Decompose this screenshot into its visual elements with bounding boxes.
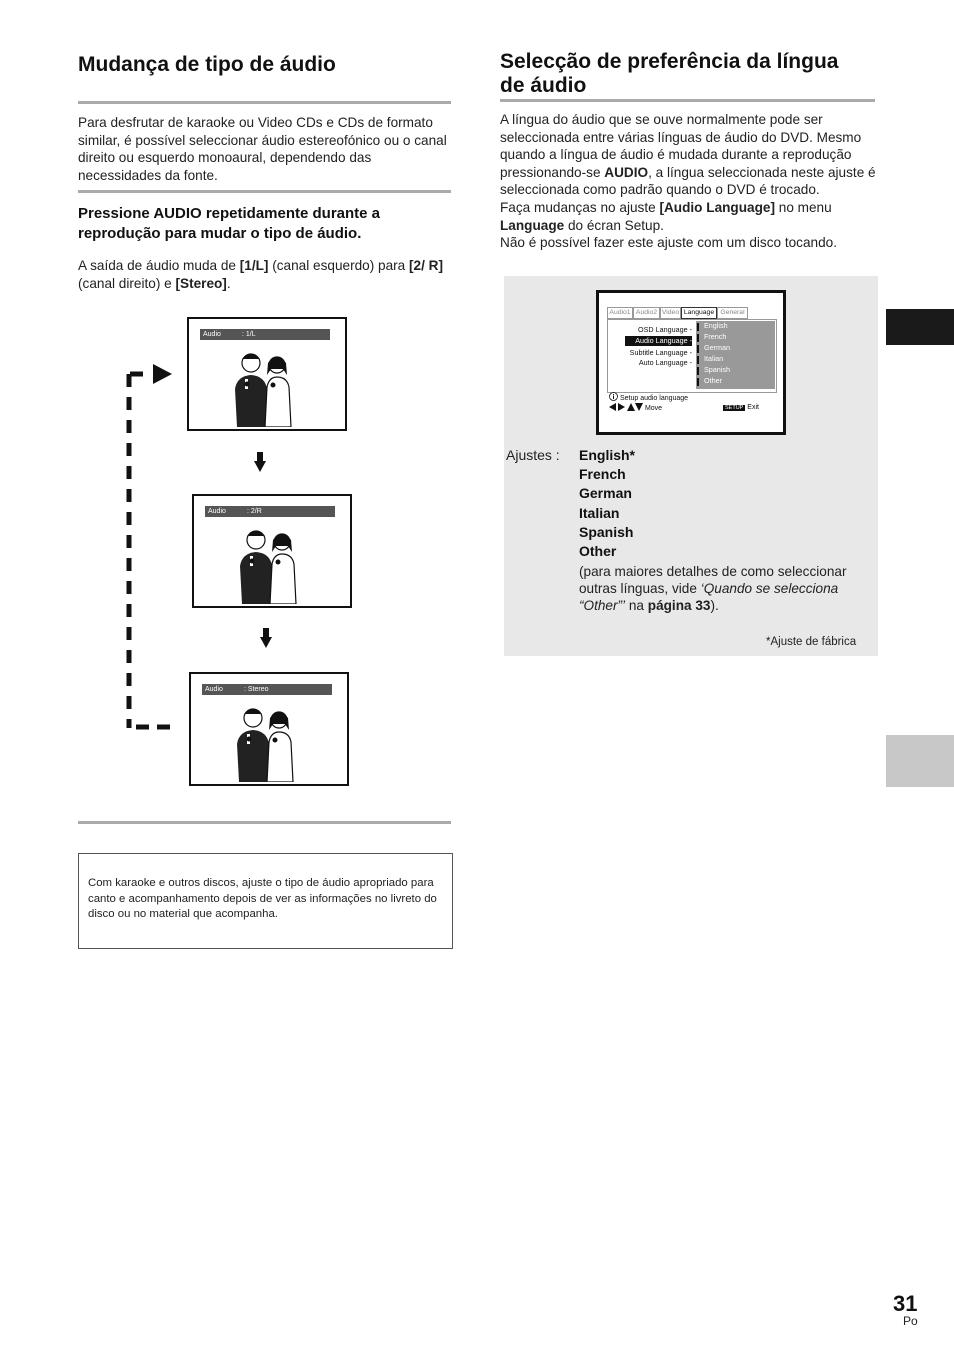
tab-language: Language xyxy=(681,307,717,319)
left-bottom-rule xyxy=(78,821,451,824)
right-para-text-1: A língua do áudio que se ouve normalmente pode ser seleccionada entre várias línguas de áudio do DVD. Mesmo quando a língua de áudio é mudada durante a reprodução pressionando-se xyxy=(500,112,862,180)
page-language-code: Po xyxy=(903,1314,918,1328)
setting-english: English* xyxy=(579,447,636,463)
setting-french: French xyxy=(579,466,626,483)
option-marker xyxy=(697,356,699,364)
output-text-1: A saída de áudio muda de xyxy=(78,258,240,273)
menu-body xyxy=(607,319,777,393)
output-text-2: (canal esquerdo) para xyxy=(268,258,410,273)
settings-options xyxy=(579,446,635,561)
setting-other: Other xyxy=(579,543,617,560)
menu-footer-move-text: Move xyxy=(644,405,663,412)
right-para-audio: AUDIO xyxy=(604,164,649,180)
page-number: 31 xyxy=(893,1291,918,1316)
option-marker xyxy=(697,334,699,342)
output-left-channel: [1/L] xyxy=(239,258,269,273)
option-marker xyxy=(697,378,699,386)
left-title-rule xyxy=(78,101,451,104)
right-title-line2: de áudio xyxy=(500,74,587,97)
osd-bar xyxy=(200,329,330,340)
right-para-text-5: do écran Setup. xyxy=(564,217,664,233)
tab-audio1: Audio1 xyxy=(607,307,633,319)
osd-bar xyxy=(202,684,332,695)
output-text-4: . xyxy=(226,275,231,291)
menu-option-spanish: Spanish xyxy=(704,365,730,374)
output-right-channel: [2/ R] xyxy=(409,258,443,273)
setup-key-icon: SETUP xyxy=(725,405,744,411)
left-intro-rule xyxy=(78,190,451,193)
osd-label: Audio xyxy=(203,331,221,338)
setnote-text-3: ). xyxy=(710,598,719,613)
menu-footer-move xyxy=(609,403,662,414)
left-section-title: Mudança de tipo de áudio xyxy=(78,53,336,76)
tab-audio2: Audio2 xyxy=(633,307,660,319)
menu-option-english: English xyxy=(704,321,728,330)
arrow-keys-icon xyxy=(609,403,643,411)
menu-option-german: German xyxy=(704,343,730,352)
menu-option-italian: Italian xyxy=(704,354,724,363)
menu-footer-hint-text: Setup audio language xyxy=(619,395,689,402)
right-title-line1: Selecção de preferência da língua xyxy=(500,50,839,73)
right-section-title xyxy=(500,50,880,98)
setnote-text-2: na xyxy=(625,598,648,613)
section-tab-dark xyxy=(886,309,954,345)
setting-spanish: Spanish xyxy=(579,523,634,540)
osd-value: : 2/R xyxy=(247,508,262,515)
note-text: Com karaoke e outros discos, ajuste o tipo de áudio apropriado para canto e acompanhamento depois de ver as informações no livreto do disco ou no material que acompanha. xyxy=(88,877,437,920)
tab-general: General xyxy=(717,307,748,319)
setnote-text-1: (para maiores detalhes de como seleccionar outras línguas, vide xyxy=(579,564,847,596)
osd-label: Audio xyxy=(205,686,223,693)
note-box xyxy=(78,853,453,949)
setnote-reference: ‘Quando se selecciona “Other”’ xyxy=(579,581,839,613)
option-marker xyxy=(697,367,699,375)
audio-screen-2r xyxy=(192,494,352,608)
left-instruction: Pressione AUDIO repetidamente durante a reprodução para mudar o tipo de áudio. xyxy=(78,205,381,242)
right-para-text-6: Não é possível fazer este ajuste com um disco tocando. xyxy=(500,235,837,251)
setnote-page-ref: página 33 xyxy=(647,598,711,613)
menu-footer-exit-text: Exit xyxy=(747,404,759,411)
menu-option-other: Other xyxy=(704,376,722,385)
menu-row-osd-language: OSD Language - xyxy=(638,325,692,334)
karaoke-singers-icon xyxy=(234,526,304,604)
audio-screen-1l xyxy=(187,317,347,431)
option-marker xyxy=(697,345,699,353)
menu-row-audio-language: Audio Language - xyxy=(625,336,692,346)
menu-row-auto-language: Auto Language - xyxy=(638,358,692,367)
right-para-audio-language: [Audio Language] xyxy=(659,199,775,215)
osd-label: Audio xyxy=(208,508,226,515)
right-para-language: Language xyxy=(500,217,565,233)
karaoke-singers-icon xyxy=(229,349,299,427)
setup-menu-screen xyxy=(596,290,786,435)
arrow-down-icon xyxy=(260,628,272,648)
settings-label: Ajustes : xyxy=(506,447,560,463)
menu-option-french: French xyxy=(704,332,727,341)
right-intro-text xyxy=(500,111,878,252)
right-para-text-4: no menu xyxy=(775,199,832,215)
osd-value: : 1/L xyxy=(242,331,256,338)
osd-value: : Stereo xyxy=(244,686,269,693)
arrow-down-icon xyxy=(254,452,266,472)
section-tab-grey xyxy=(886,735,954,787)
settings-note xyxy=(579,563,869,614)
osd-bar xyxy=(205,506,335,517)
setting-german: German xyxy=(579,485,632,502)
menu-footer-exit xyxy=(723,403,759,413)
cycle-dashed-arrow xyxy=(120,360,180,735)
option-marker xyxy=(697,323,699,331)
right-title-rule xyxy=(500,99,875,102)
menu-row-subtitle-language: Subtitle Language - xyxy=(629,348,692,357)
output-stereo: [Stereo] xyxy=(175,275,227,291)
right-para-text-3: Faça mudanças no ajuste xyxy=(500,199,660,215)
info-icon xyxy=(609,392,618,401)
karaoke-singers-icon xyxy=(231,704,301,782)
audio-screen-stereo xyxy=(189,672,349,786)
menu-options-list xyxy=(696,321,775,389)
right-para-text-2: , a língua seleccionada neste ajuste é seleccionada como padrão quando o DVD é trocado. xyxy=(500,164,876,198)
setting-italian: Italian xyxy=(579,504,620,521)
left-intro-text: Para desfrutar de karaoke ou Video CDs e CDs de formato similar, é possível seleccionar áudio estereofónico ou o canal direito ou esquerdo monoaural, dependendo das necessidades da fonte. xyxy=(78,115,447,183)
output-text-3: (canal direito) e xyxy=(78,275,176,291)
factory-default-note: *Ajuste de fábrica xyxy=(766,636,857,648)
tab-video: Video xyxy=(660,307,681,319)
left-output-text xyxy=(78,257,456,292)
